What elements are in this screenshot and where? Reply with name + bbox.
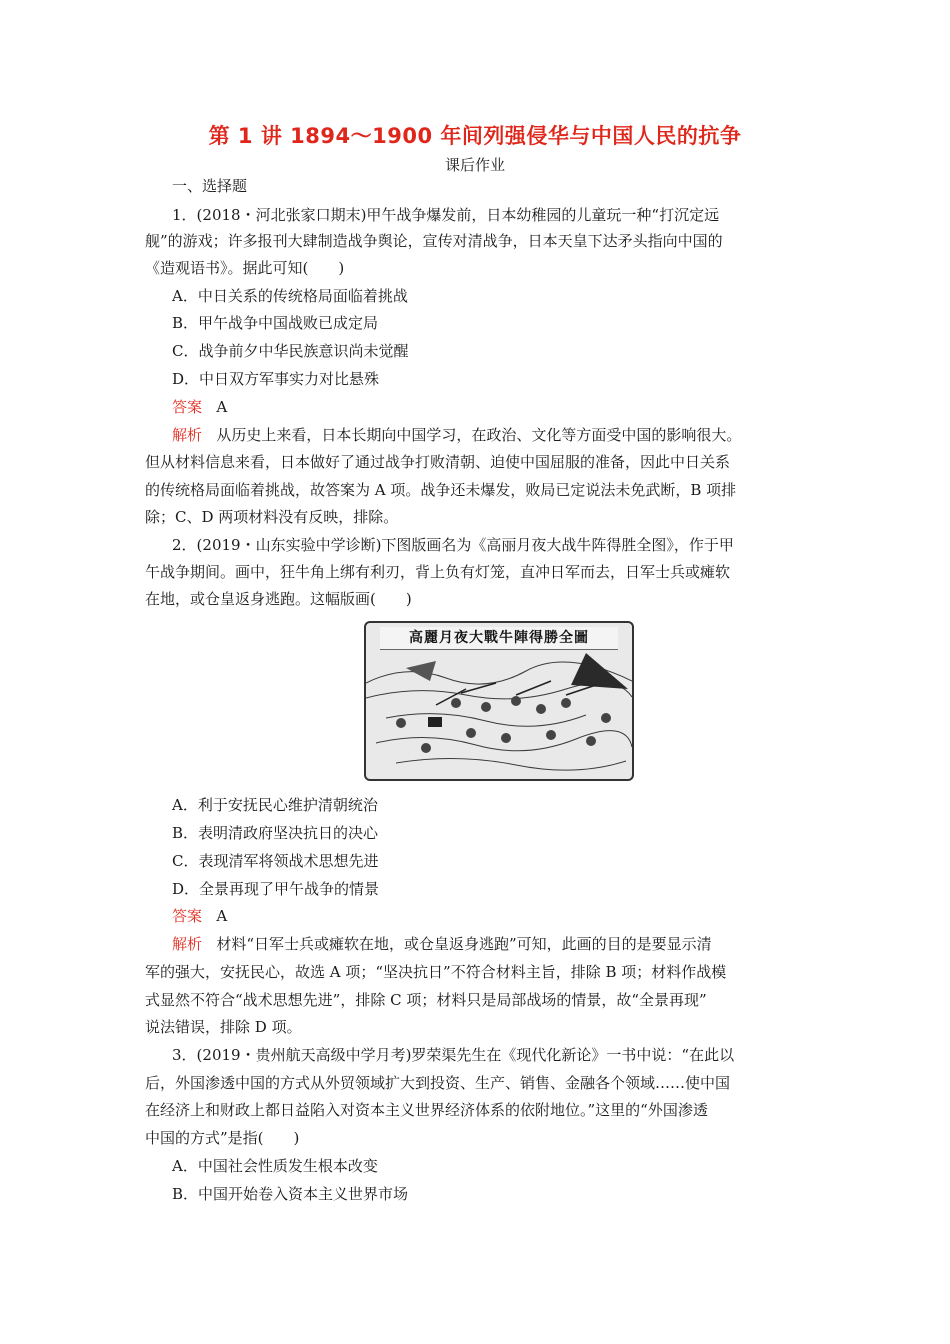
answer-label: 答案 bbox=[172, 398, 203, 416]
analysis-label: 解析 bbox=[172, 935, 203, 953]
analysis-text: 从历史上来看，日本长期向中国学习，在政治、文化等方面受中国的影响很大。 bbox=[216, 426, 742, 444]
q1-stem-line: 1．(2018・河北张家口期末)甲午战争爆发前，日本幼稚园的儿童玩一种“打沉定远 bbox=[172, 206, 720, 224]
q2-analysis-line: 军的强大，安抚民心，故选 A 项；“坚决抗日”不符合材料主旨，排除 B 项；材料作战模 bbox=[145, 963, 727, 981]
q3-stem-line: 在经济上和财政上都日益陷入对资本主义世界经济体系的依附地位。”这里的“外国渗透 bbox=[145, 1101, 708, 1119]
q1-option-c: C．战争前夕中华民族意识尚未觉醒 bbox=[172, 342, 409, 360]
q3-stem-line: 中国的方式”是指( ) bbox=[145, 1129, 300, 1147]
analysis-label: 解析 bbox=[172, 426, 203, 444]
q2-stem-line: 在地，或仓皇返身逃跑。这幅版画( ) bbox=[145, 590, 412, 608]
q3-stem-line: 后，外国渗透中国的方式从外贸领域扩大到投资、生产、销售、金融各个领域……使中国 bbox=[145, 1074, 731, 1092]
woodblock-print-image bbox=[364, 621, 634, 781]
q1-stem-line: 舰”的游戏；许多报刊大肆制造战争舆论，宣传对清战争，日本天皇下达矛头指向中国的 bbox=[145, 232, 723, 250]
answer-value: A bbox=[216, 398, 228, 416]
analysis-text: 材料“日军士兵或瘫软在地，或仓皇返身逃跑”可知，此画的目的是要显示清 bbox=[216, 935, 712, 953]
q2-analysis-line bbox=[172, 934, 712, 954]
q1-answer-line bbox=[172, 397, 227, 417]
q2-option-c: C．表现清军将领战术思想先进 bbox=[172, 852, 379, 870]
answer-label: 答案 bbox=[172, 907, 203, 925]
q1-analysis-line bbox=[172, 425, 741, 445]
q3-option-b: B．中国开始卷入资本主义世界市场 bbox=[172, 1185, 409, 1203]
q2-option-d: D．全景再现了甲午战争的情景 bbox=[172, 880, 380, 898]
q1-analysis-line: 但从材料信息来看，日本做好了通过战争打败清朝、迫使中国屈服的准备，因此中日关系 bbox=[145, 453, 731, 471]
page-title: 第 1 讲 1894～1900 年间列强侵华与中国人民的抗争 bbox=[208, 124, 742, 148]
q1-analysis-line: 除；C、D 两项材料没有反映，排除。 bbox=[145, 508, 399, 526]
section-heading: 一、选择题 bbox=[172, 177, 248, 195]
battle-scene-illustration bbox=[366, 623, 632, 779]
q1-analysis-line: 的传统格局面临着挑战，故答案为 A 项。战争还未爆发，败局已定说法未免武断，B 项排 bbox=[145, 481, 737, 499]
answer-value: A bbox=[216, 907, 228, 925]
q3-option-a: A．中国社会性质发生根本改变 bbox=[172, 1157, 378, 1175]
q2-stem-line: 2．(2019・山东实验中学诊断)下图版画名为《高丽月夜大战牛阵得胜全图》，作于甲 bbox=[172, 536, 734, 554]
q1-option-b: B．甲午战争中国战败已成定局 bbox=[172, 314, 379, 332]
q2-analysis-line: 式显然不符合“战术思想先进”，排除 C 项；材料只是局部战场的情景，故“全景再现” bbox=[145, 991, 707, 1009]
q2-option-b: B．表明清政府坚决抗日的决心 bbox=[172, 824, 379, 842]
q1-stem-line: 《造观语书》。据此可知( ) bbox=[145, 259, 345, 277]
page-subtitle: 课后作业 bbox=[444, 156, 505, 174]
q2-answer-line bbox=[172, 906, 227, 926]
q2-analysis-line: 说法错误，排除 D 项。 bbox=[145, 1018, 302, 1036]
q2-stem-line: 午战争期间。画中，狂牛角上绑有利刃，背上负有灯笼，直冲日军而去，日军士兵或瘫软 bbox=[145, 563, 731, 581]
q1-option-d: D．中日双方军事实力对比悬殊 bbox=[172, 370, 380, 388]
q2-option-a: A．利于安抚民心维护清朝统治 bbox=[172, 796, 378, 814]
q3-stem-line: 3．(2019・贵州航天高级中学月考)罗荣渠先生在《现代化新论》一书中说：“在此以 bbox=[172, 1046, 735, 1064]
figure-caption: 高麗月夜大戰牛陣得勝全圖 bbox=[380, 627, 618, 650]
q1-option-a: A．中日关系的传统格局面临着挑战 bbox=[172, 287, 408, 305]
